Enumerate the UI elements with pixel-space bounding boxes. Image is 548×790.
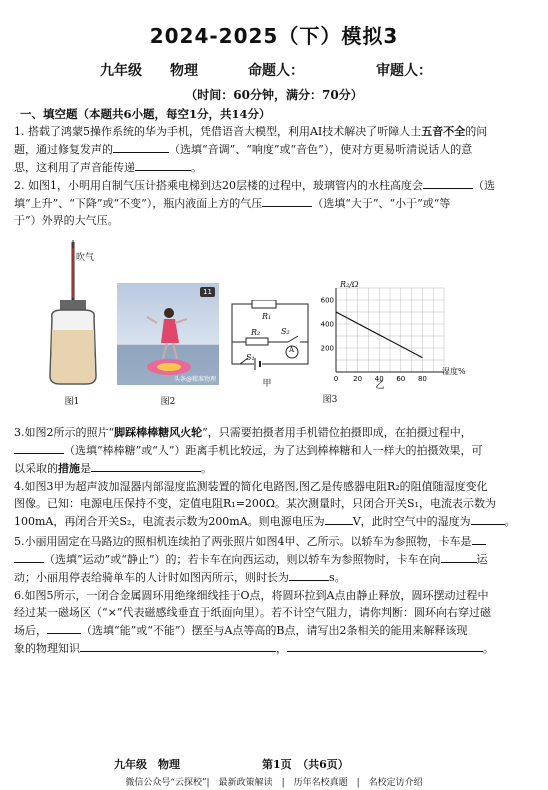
answer-blank[interactable] (471, 512, 505, 525)
answer-blank[interactable] (287, 639, 483, 652)
graph-xlabel: 湿度% (442, 367, 466, 376)
setter-label: 命题人： (248, 63, 304, 79)
figure-1-caption: 图1 (64, 397, 80, 407)
x-tick-label: 20 (353, 375, 363, 383)
resistor-r1 (252, 300, 276, 308)
question-1: 1. 搭载了鸿蒙5操作系统的华为手机，凭借语音大模型，利用AI技术解决了听障人士五音不全的问 题，通过修复发声的 （选填“音调”、“响度”或“音色”），使对方更易听清说话人的意 思，这利用了声音能传递 。 (14, 125, 488, 174)
answer-blank[interactable] (441, 550, 477, 563)
label-s1: S₁ (246, 353, 255, 362)
question-4: 4.如图3甲为超声波加湿器内部湿度监测装置的简化电路图,图乙是传感器电阻R₂的阻值随湿度变化 图像。已知：电源电压保持不变，定值电阻R₁=200Ω。某次测量时，只闭合开关S₁，电流表示数为 100mA，再闭合开关S₂，电流表示数为200mA。则电源电压为 V，此时空气中的湿度为 。 (14, 480, 516, 528)
answer-blank[interactable] (91, 459, 201, 472)
photo-badge: 11 (200, 287, 215, 297)
answer-blank[interactable] (423, 176, 473, 189)
question-5: 5.小丽用固定在马路边的照相机连续拍了两张照片如图4甲、乙所示。以轿车为参照物，卡车是 （选填“运动”或“静止”）的；若卡车在向西运动，则以轿车为参照物时，卡车在向 运 动；小丽用停表给骑单车的人计时如图丙所示，则时长为 s。 (14, 532, 534, 586)
x-tick-label: 80 (417, 375, 427, 383)
footer-bottom: 微信公众号“云探校”| 最新政策解读 | 历年名校真题 | 名校定访介绍 (125, 778, 423, 788)
graph-caption: 乙 (375, 381, 385, 391)
figure-3-circuit (228, 300, 314, 372)
figure-1-barometer (40, 238, 106, 388)
grade-label: 九年级 (100, 63, 142, 79)
answer-blank[interactable] (80, 639, 276, 652)
x-tick-label: 40 (374, 375, 384, 383)
resistor-r2 (246, 338, 268, 345)
graph-ylabel: R₂/Ω (340, 280, 359, 289)
figure-2-photo (117, 283, 219, 385)
label-s2: S₂ (281, 327, 290, 336)
answer-blank[interactable] (289, 568, 329, 581)
answer-blank[interactable] (262, 194, 312, 207)
switch-s2 (288, 336, 298, 342)
x-tick-label: 0 (333, 375, 339, 383)
label-ammeter: A (289, 346, 295, 354)
answer-blank[interactable] (325, 512, 353, 525)
question-2: 2. 如图1，小明用自制气压计搭乘电梯到达20层楼的过程中，玻璃管内的水柱高度会 （选 填“上升”、“下降”或“不变”），瓶内液面上方的气压 （选填“大于”、“小于”或“等 于”）外界的大气压。 (14, 176, 534, 229)
answer-blank[interactable] (47, 621, 81, 634)
reviewer-label: 审题人： (376, 63, 432, 79)
answer-blank[interactable] (14, 550, 44, 563)
y-tick-label: 600 (320, 296, 334, 305)
circuit-caption: 甲 (262, 379, 272, 389)
figure-2-caption: 图2 (160, 397, 176, 407)
question-6: 6.如图5所示，一闭合金属圆环用绝缘细线挂于O点，将圆环拉到A点由静止释放，圆环摆动过程中 经过某一磁场区（“×”代表磁感线垂直于纸面向里）。若不计空气阻力，请你判断：圆环向右穿过磁 场后， （选填“能”或“不能”）摆至与A点等高的B点，请写出2条相关的能用来解释该现 象的物理知识 ， 。 (14, 589, 494, 655)
figure-3-caption: 图3 (322, 395, 338, 405)
label-r2: R₂ (251, 328, 261, 337)
answer-blank[interactable] (135, 158, 191, 171)
page-title: 2024-2025（下）模拟3 (149, 24, 399, 48)
footer-page: 第1页 （共6页） (262, 758, 349, 771)
blow-label: 吹气 (76, 253, 95, 263)
question-3: 3.如图2所示的照片“脚踩棒棒糖风火轮”，只需要拍摄者用手机错位拍摄即成，在拍摄过程中， （选填“棒棒糖”或“人”）距离手机比较远，为了达到棒棒糖和人一样大的拍摄效果，可 以采取的措施是 。 (14, 426, 483, 475)
answer-blank[interactable] (113, 140, 169, 153)
y-tick-label: 200 (320, 344, 334, 353)
section-heading: 一、填空题（本题共6小题，每空1分，共14分） (20, 107, 271, 121)
label-r1: R₁ (262, 312, 272, 321)
watermark: 头条@精准物理 (173, 376, 216, 383)
footer-left: 九年级 物理 (114, 758, 180, 771)
stopper (60, 300, 86, 310)
x-tick-label: 60 (396, 375, 406, 383)
y-tick-label: 400 (320, 320, 334, 329)
answer-blank[interactable] (472, 532, 486, 545)
answer-blank[interactable] (14, 441, 64, 454)
subject-label: 物理 (170, 63, 198, 79)
time-info: （时间：60分钟，满分：70分） (185, 88, 363, 102)
